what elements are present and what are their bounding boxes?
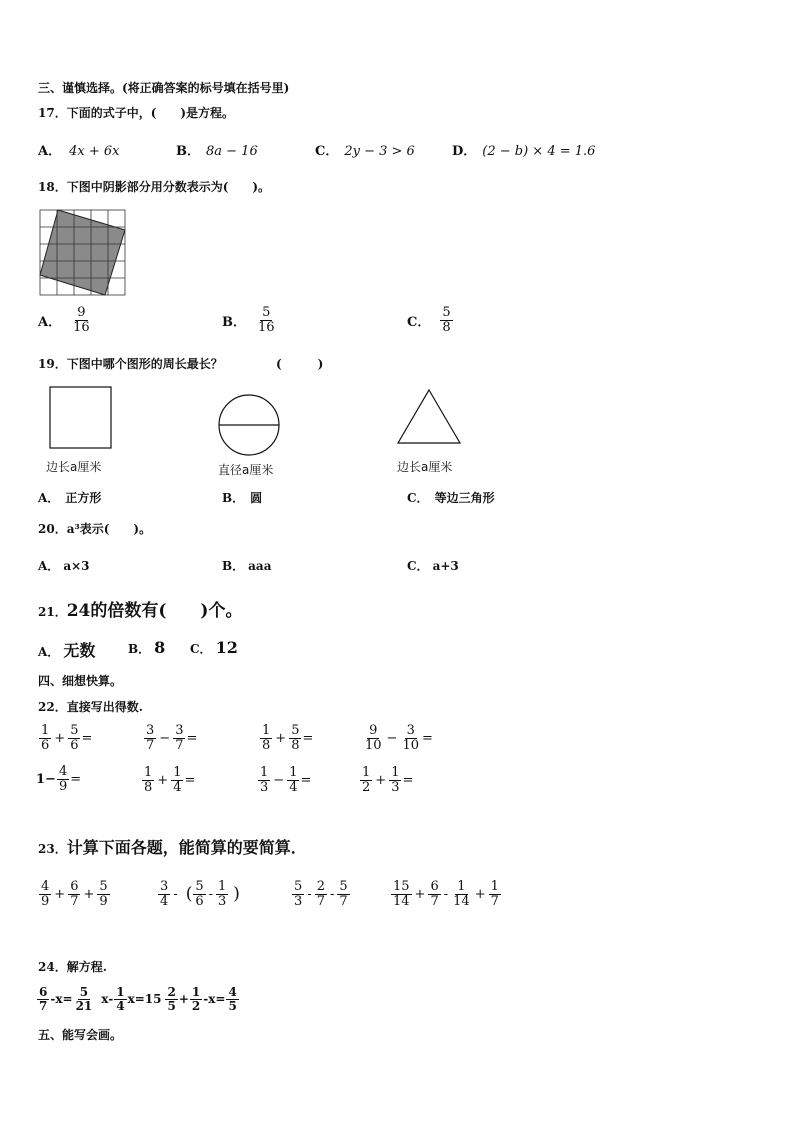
operator: − xyxy=(159,730,171,746)
q19-option-a xyxy=(38,489,101,506)
q22-item-6 xyxy=(141,765,195,794)
operator: - xyxy=(173,886,178,902)
fraction: $\frac{2}{5}$ xyxy=(167,985,176,1013)
fraction: $\frac{9}{16}$ xyxy=(73,305,90,335)
option-label: A． xyxy=(38,645,60,659)
equals: = xyxy=(402,772,414,788)
operator: + xyxy=(414,886,426,902)
q22-item-8 xyxy=(359,765,413,794)
fraction: $\frac{3}{7}$ xyxy=(146,723,155,753)
fraction: $\frac{5}{16}$ xyxy=(258,305,275,335)
operator: - xyxy=(307,886,312,902)
equals: = xyxy=(81,730,93,746)
q20-option-a xyxy=(38,557,90,574)
fraction: $\frac{3}{4}$ xyxy=(160,879,169,909)
fraction: $\frac{1}{3}$ xyxy=(260,765,269,795)
q22-item-1 xyxy=(38,723,92,752)
question-number: 23． xyxy=(38,842,67,856)
fraction: $\frac{1}{4}$ xyxy=(116,985,125,1013)
q22-item-7 xyxy=(257,765,311,794)
fraction: $\frac{1}{2}$ xyxy=(191,985,201,1013)
option-text: 8 xyxy=(154,638,166,657)
section-3-heading: 三、谨慎选择。(将正确答案的标号填在括号里) xyxy=(38,81,290,95)
option-text: 等边三角形 xyxy=(434,491,495,505)
operator: − xyxy=(273,772,285,788)
fraction: $\frac{5}{3}$ xyxy=(294,879,303,909)
fraction: $\frac{4}{9}$ xyxy=(58,764,68,794)
equation-text: x=15 xyxy=(127,992,162,1007)
fraction: $\frac{4}{9}$ xyxy=(41,879,50,909)
fraction: $\frac{1}{4}$ xyxy=(289,765,298,795)
equation-text: x- xyxy=(101,992,114,1007)
fraction: $\frac{1}{8}$ xyxy=(262,723,271,753)
fraction: $\frac{6}{7}$ xyxy=(430,879,439,909)
q21-option-b xyxy=(128,638,165,657)
fraction: $\frac{1}{7}$ xyxy=(490,879,499,909)
fraction: $\frac{1}{3}$ xyxy=(218,879,227,909)
equals: = xyxy=(186,730,198,746)
option-text: 正方形 xyxy=(65,491,102,505)
equals: = xyxy=(300,772,312,788)
fraction: $\frac{1}{3}$ xyxy=(391,765,400,795)
question-text: 计算下面各题，能简算的要简算． xyxy=(66,838,307,857)
q17-option-a xyxy=(38,140,119,159)
equation-text: -x= xyxy=(203,992,226,1007)
shaded-square xyxy=(40,210,125,295)
q19-stem: 19．下图中哪个图形的周长最长？ xyxy=(38,357,223,371)
fraction: $\frac{3}{10}$ xyxy=(402,723,419,753)
fraction: $\frac{15}{14}$ xyxy=(393,879,410,909)
option-text: aaa xyxy=(248,559,272,573)
q18-stem: 18．下图中阴影部分用分数表示为( )。 xyxy=(38,180,271,194)
q17-option-d xyxy=(452,140,595,159)
equals: = xyxy=(70,771,82,787)
operator: + xyxy=(83,886,95,902)
question-text: 24的倍数有( )个。 xyxy=(66,601,243,621)
q24-equations xyxy=(36,985,240,1012)
equals: = xyxy=(184,772,196,788)
option-label: A． xyxy=(38,491,60,505)
operator: - xyxy=(329,886,335,902)
square-figure xyxy=(49,386,113,450)
operator: + xyxy=(275,730,287,746)
q17-option-b xyxy=(176,140,258,159)
fraction: $\frac{5}{8}$ xyxy=(442,305,451,335)
fraction: $\frac{1}{2}$ xyxy=(362,765,371,795)
fraction: $\frac{6}{7}$ xyxy=(70,879,79,909)
operator: + xyxy=(474,886,486,902)
operator: + xyxy=(54,730,66,746)
question-number: 21． xyxy=(38,605,67,619)
fraction: $\frac{5}{8}$ xyxy=(291,723,300,753)
q23-expr-3 xyxy=(291,879,351,908)
fraction: $\frac{5}{7}$ xyxy=(339,879,348,909)
operator: + xyxy=(54,886,66,902)
option-text: 无数 xyxy=(63,641,96,660)
fraction: $\frac{1}{8}$ xyxy=(144,765,153,795)
lead-term: 1− xyxy=(36,771,56,787)
q22-item-4 xyxy=(362,723,433,752)
fraction: $\frac{1}{4}$ xyxy=(173,765,182,795)
option-text: 4x + 6x xyxy=(69,144,120,159)
square-caption: 边长a厘米 xyxy=(46,460,102,474)
fraction: $\frac{5}{9}$ xyxy=(99,879,108,909)
q17-option-c xyxy=(315,140,415,159)
option-label: A． xyxy=(38,559,60,573)
q18-option-b xyxy=(222,306,278,334)
q21-stem xyxy=(38,596,242,621)
q23-stem xyxy=(38,835,307,858)
fraction: $\frac{9}{10}$ xyxy=(365,723,382,753)
option-text: (2 − b) × 4 = 1.6 xyxy=(482,144,596,159)
q21-option-a xyxy=(38,638,95,661)
fraction: $\frac{5}{6}$ xyxy=(195,879,204,909)
operator: + xyxy=(157,772,169,788)
q18-grid-figure xyxy=(39,209,127,297)
fraction: $\frac{3}{7}$ xyxy=(175,723,184,753)
operator: − xyxy=(386,730,398,746)
fraction: $\frac{2}{7}$ xyxy=(316,879,325,909)
q22-item-2 xyxy=(143,723,197,752)
option-label: D． xyxy=(452,144,477,159)
q21-option-c xyxy=(190,638,238,657)
option-label: C． xyxy=(407,314,431,330)
operator: + xyxy=(375,772,387,788)
circle-caption: 直径a厘米 xyxy=(218,463,274,477)
equals: = xyxy=(302,730,314,746)
triangle-caption: 边长a厘米 xyxy=(397,460,453,474)
option-label: B． xyxy=(222,559,245,573)
q20-option-b xyxy=(222,557,271,574)
option-label: A． xyxy=(38,314,62,330)
paren-left: ( xyxy=(185,884,193,905)
q22-item-5 xyxy=(36,765,81,793)
section-4-heading: 四、细想快算。 xyxy=(38,674,123,688)
q22-item-3 xyxy=(259,723,313,752)
q22-stem: 22．直接写出得数. xyxy=(38,700,143,714)
operator: - xyxy=(443,886,449,902)
circle-figure xyxy=(216,393,282,457)
q24-stem: 24．解方程. xyxy=(38,960,107,974)
option-label: B． xyxy=(222,314,246,330)
fraction: $\frac{4}{5}$ xyxy=(228,985,237,1013)
q23-expr-1 xyxy=(38,879,111,908)
q20-option-c xyxy=(407,557,459,574)
option-text: 2y − 3 > 6 xyxy=(344,144,415,159)
q20-stem: 20．a³表示( )。 xyxy=(38,522,152,536)
option-label: C． xyxy=(407,559,429,573)
section-5-heading: 五、能写会画。 xyxy=(38,1028,123,1042)
q18-option-a xyxy=(38,306,93,334)
option-label: B． xyxy=(176,144,200,159)
option-text: 圆 xyxy=(250,491,263,505)
option-text: a×3 xyxy=(63,559,90,573)
paren-right: ) xyxy=(233,884,240,905)
fraction: $\frac{1}{14}$ xyxy=(453,879,470,909)
option-label: C． xyxy=(190,642,212,656)
q19-option-b xyxy=(222,489,262,506)
option-label: A． xyxy=(38,144,62,159)
equals: = xyxy=(422,730,433,746)
q19-blank: ( ) xyxy=(276,357,324,371)
option-text: 8a − 16 xyxy=(206,144,258,159)
option-label: C． xyxy=(407,491,429,505)
option-label: B． xyxy=(222,491,245,505)
fraction: $\frac{5}{21}$ xyxy=(75,985,93,1013)
q17-stem: 17．下面的式子中，( )是方程。 xyxy=(38,106,235,120)
q23-expr-2 xyxy=(157,879,240,908)
operator: - xyxy=(208,886,214,902)
fraction: $\frac{1}{6}$ xyxy=(41,723,50,753)
triangle-figure xyxy=(396,388,462,446)
option-label: C． xyxy=(315,144,339,159)
option-text: 12 xyxy=(215,638,238,657)
q23-expr-4 xyxy=(390,879,502,908)
equation-text: -x= xyxy=(50,992,73,1007)
q19-option-c xyxy=(407,489,495,506)
q18-option-c xyxy=(407,306,454,334)
option-text: a+3 xyxy=(432,559,459,573)
fraction: $\frac{5}{6}$ xyxy=(70,723,79,753)
operator: + xyxy=(178,992,189,1007)
option-label: B． xyxy=(128,642,151,656)
fraction: $\frac{6}{7}$ xyxy=(39,985,48,1013)
